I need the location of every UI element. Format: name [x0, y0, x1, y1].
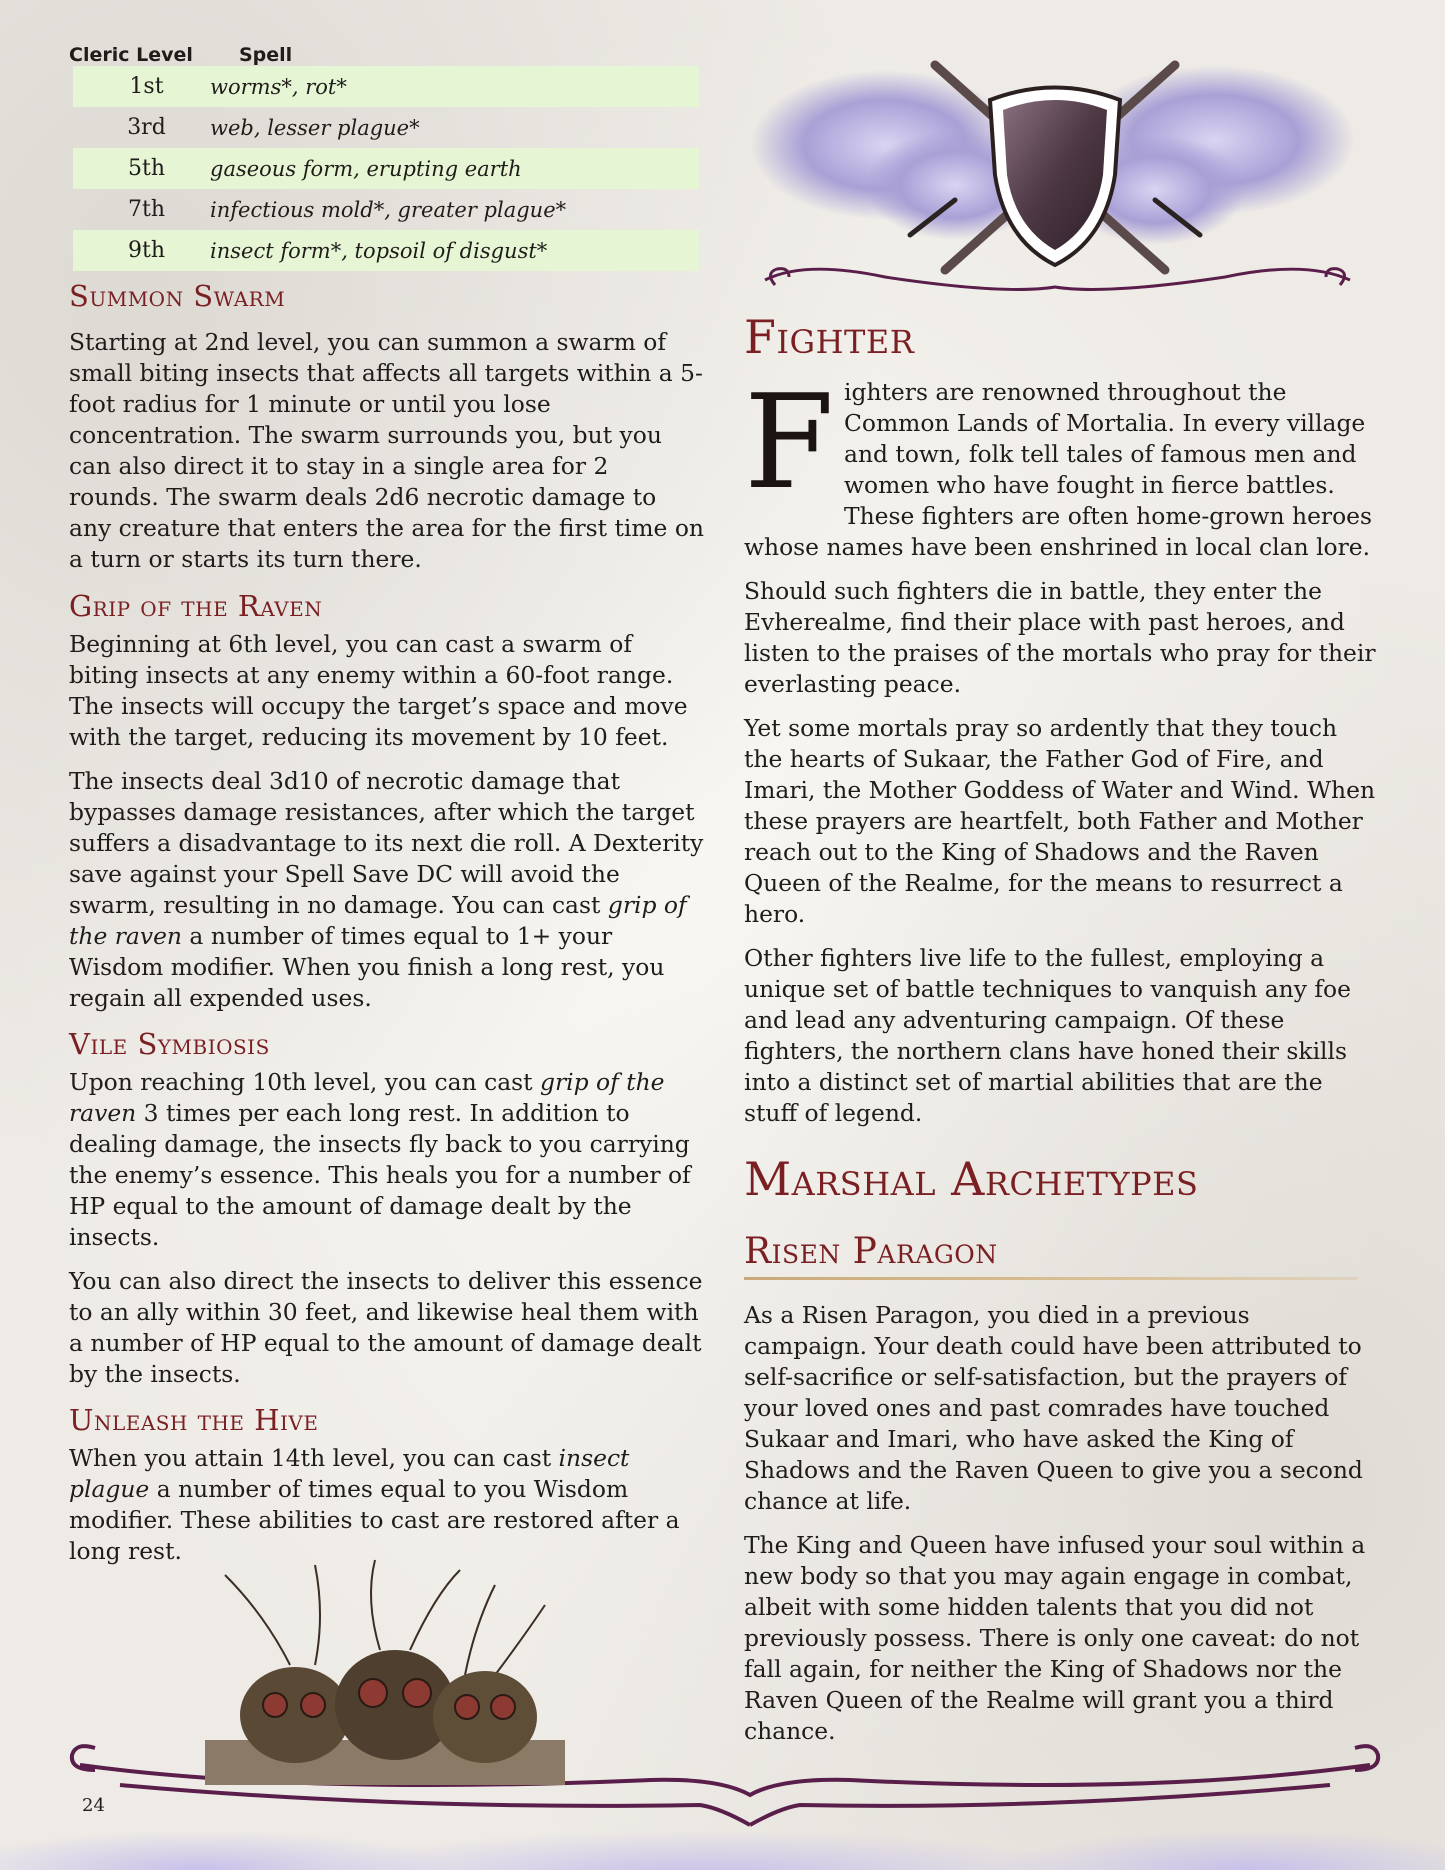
summon-swarm-heading: Summon Swarm [69, 279, 286, 313]
fighter-paragraph-4: Other fighters live life to the fullest, employing a unique set of battle techniques to vanquish any foe and lead any adventuring campaign. Of these fighters, the northern clans have honed their skills into a distinct set of martial abilities that are the stuff of legend. [744, 944, 1351, 1127]
risen-paragon-heading: Risen Paragon [744, 1231, 998, 1272]
row-level: 3rd [127, 115, 166, 140]
hive-text-part-b: a number of times equal to you Wisdom modifier. These abilities to cast are restored after a long rest. [69, 1475, 680, 1565]
heading-underline [744, 1277, 1358, 1280]
table-row [73, 230, 699, 271]
fighter-heading: Fighter [744, 310, 915, 364]
table-row [73, 107, 699, 148]
fighter-intro [744, 366, 1376, 563]
row-level: 7th [127, 197, 165, 222]
vile-text-1-part-a: Upon reaching 10th level, you can cast [69, 1068, 540, 1096]
row-spells: infectious mold*, greater plague* [210, 197, 567, 222]
fighter-paragraph-3: Yet some mortals pray so ardently that they touch the hearts of Sukaar, the Father God of Fire, and Imari, the Mother Goddess of Water and Wind. When these prayers are heartfelt, both Father and Mother reach out to the King of Shadows and the Raven Queen of the Realme, for the means to resurrect a hero. [744, 714, 1376, 928]
grip-text-2 [69, 766, 705, 1014]
fighter-paragraph-1: ighters are renowned throughout the Common Lands of Mortalia. In every village and town, folk tell tales of famous men and women who have fought in fierce battles. These fighters are often home-grown heroes whose names have been enshrined in local clan lore. [744, 378, 1373, 561]
unleash-the-hive-heading: Unleash the Hive [69, 1403, 319, 1437]
insects-illustration [195, 1555, 575, 1785]
right-column [744, 0, 1376, 1760]
row-spells: web, lesser plague* [210, 115, 420, 140]
drop-cap-glyph: F [744, 366, 835, 518]
table-row [73, 148, 699, 189]
grip-text-2-part-b: a number of times equal to 1+ your Wisdom modifier. When you finish a long rest, you regain all expended uses. [69, 922, 665, 1012]
header-cleric-level: Cleric Level [69, 44, 193, 66]
row-level: 1st [129, 74, 164, 99]
table-row [73, 189, 699, 230]
grip-text-2-part-a: The insects deal 3d10 of necrotic damage that bypasses damage resistances, after which the target suffers a disadvantage to its next die roll. A Dexterity save against your Spell Save DC will avoid the swarm, resulting in no damage. You can cast [69, 767, 704, 919]
grip-text-2-italic: grip of the raven [69, 891, 687, 950]
vile-text-2: You can also direct the insects to deliver this essence to an ally within 30 feet, and likewise heal them with a number of HP equal to the amount of damage dealt by the insects. [69, 1267, 703, 1388]
grip-text-1: Beginning at 6th level, you can cast a swarm of biting insects at any enemy within a 60-foot range. The insects will occupy the target’s space and move with the target, reducing its movement by 10 feet. [69, 630, 688, 751]
vile-symbiosis-heading: Vile Symbiosis [69, 1027, 270, 1061]
fighter-paragraph-2: Should such fighters die in battle, they enter the Evherealme, find their place with past heroes, and listen to the praises of the mortals who pray for their everlasting peace. [744, 577, 1376, 698]
grip-of-the-raven-heading: Grip of the Raven [69, 589, 323, 623]
header-spell: Spell [239, 44, 293, 66]
vile-text-1 [69, 1067, 705, 1253]
vile-text-1-italic: grip of the raven [69, 1068, 665, 1127]
row-spells: insect form*, topsoil of disgust* [210, 238, 548, 263]
hive-text-italic: insect plague [69, 1444, 630, 1503]
row-level: 9th [127, 238, 165, 263]
risen-paragraph-2: The King and Queen have infused your soul within a new body so that you may again engage in combat, albeit with some hidden talents that you did not previously possess. There is only one caveat: do not fall again, for neither the King of Shadows nor the Raven Queen of the Realme will grant you a third chance. [744, 1531, 1366, 1745]
row-level: 5th [127, 156, 165, 181]
hive-text [69, 1443, 705, 1567]
page-number: 24 [82, 1795, 105, 1816]
row-spells: gaseous form, erupting earth [210, 156, 522, 181]
hive-text-part-a: When you attain 14th level, you can cast [69, 1444, 559, 1472]
summon-swarm-text: Starting at 2nd level, you can summon a swarm of small biting insects that affects all targets within a 5-foot radius for 1 minute or until you lose concentration. The swarm surrounds you, but you can also direct it to stay in a single area for 2 rounds. The swarm deals 2d6 necrotic damage to any creature that enters the area for the first time on a turn or starts its turn there. [69, 328, 704, 573]
table-row [73, 66, 699, 107]
left-column [69, 38, 705, 1580]
vile-text-1-part-b: 3 times per each long rest. In addition to dealing damage, the insects fly back to you carrying the enemy’s essence. This heals you for a number of HP equal to the amount of damage dealt by the insects. [69, 1099, 691, 1251]
marshal-archetypes-heading: Marshal Archetypes [744, 1152, 1199, 1206]
table-header [69, 38, 705, 66]
drop-cap-letter [744, 366, 835, 518]
risen-paragraph-1: As a Risen Paragon, you died in a previous campaign. Your death could have been attributed to self-sacrifice or self-satisfaction, but the prayers of your loved ones and past comrades have touched Sukaar and Imari, who have asked the King of Shadows and the Raven Queen to give you a second chance at life. [744, 1301, 1363, 1515]
row-spells: worms*, rot* [210, 74, 347, 99]
cleric-spell-table [69, 38, 705, 271]
